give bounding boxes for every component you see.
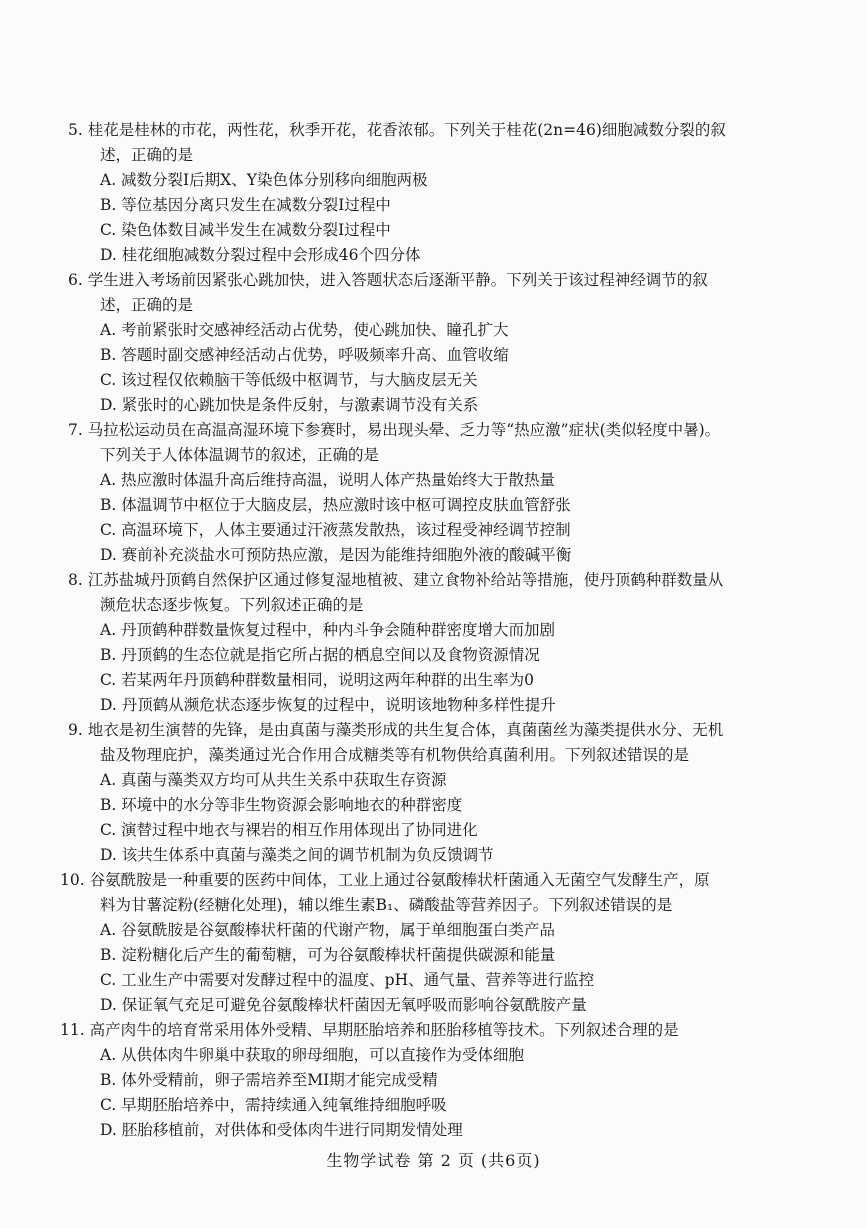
question-9-option-d: D. 该共生体系中真菌与藻类之间的调节机制为负反馈调节 [100,846,494,864]
question-6-option-d: D. 紧张时的心跳加快是条件反射，与激素调节没有关系 [100,396,479,414]
question-8-stem-line-2: 濒危状态逐步恢复。下列叙述正确的是 [100,596,364,614]
question-9-option-c: C. 演替过程中地衣与裸岩的相互作用体现出了协同进化 [100,821,478,839]
question-6-option-a: A. 考前紧张时交感神经活动占优势，使心跳加快、瞳孔扩大 [100,321,509,339]
question-7-option-b: B. 体温调节中枢位于大脑皮层，热应激时该中枢可调控皮肤血管舒张 [100,496,571,514]
question-5-option-d: D. 桂花细胞减数分裂过程中会形成46个四分体 [100,246,421,264]
question-7-option-a: A. 热应激时体温升高后维持高温，说明人体产热量始终大于散热量 [100,471,556,489]
question-6-stem-line-2: 述，正确的是 [100,296,194,314]
question-11-option-c: C. 早期胚胎培养中，需持续通入纯氧维持细胞呼吸 [100,1096,447,1114]
question-10-option-b: B. 淀粉糖化后产生的葡萄糖，可为谷氨酸棒状杆菌提供碳源和能量 [100,946,556,964]
question-5-option-a: A. 减数分裂Ⅰ后期X、Y染色体分别移向细胞两极 [100,171,428,189]
question-9-option-b: B. 环境中的水分等非生物资源会影响地衣的种群密度 [100,796,463,814]
question-9-stem-line-1: 9. 地衣是初生演替的先锋，是由真菌与藻类形成的共生复合体，真菌菌丝为藻类提供水分、无机 [68,721,724,739]
question-11-option-d: D. 胚胎移植前，对供体和受体肉牛进行同期发情处理 [100,1121,463,1139]
question-7-option-c: C. 高温环境下，人体主要通过汗液蒸发散热，该过程受神经调节控制 [100,521,571,539]
question-8-option-a: A. 丹顶鹤种群数量恢复过程中，种内斗争会随种群密度增大而加剧 [100,621,556,639]
question-6-option-b: B. 答题时副交感神经活动占优势，呼吸频率升高、血管收缩 [100,346,509,364]
question-5-option-b: B. 等位基因分离只发生在减数分裂Ⅰ过程中 [100,196,391,214]
question-8-option-b: B. 丹顶鹤的生态位就是指它所占据的栖息空间以及食物资源情况 [100,646,540,664]
question-5-option-c: C. 染色体数目减半发生在减数分裂Ⅰ过程中 [100,221,391,239]
question-8-stem-line-1: 8. 江苏盐城丹顶鹤自然保护区通过修复湿地植被、建立食物补给站等措施，使丹顶鹤种群数量从 [68,571,724,589]
question-5-stem-line-2: 述，正确的是 [100,146,194,164]
question-8-option-d: D. 丹顶鹤从濒危状态逐步恢复的过程中，说明该地物种多样性提升 [100,696,556,714]
question-11-stem-line-1: 11. 高产肉牛的培育常采用体外受精、早期胚胎培养和胚胎移植等技术。下列叙述合理的是 [60,1021,679,1039]
question-6-stem-line-1: 6. 学生进入考场前因紧张心跳加快，进入答题状态后逐渐平静。下列关于该过程神经调节的叙 [68,271,708,289]
question-10-option-d: D. 保证氧气充足可避免谷氨酸棒状杆菌因无氧呼吸而影响谷氨酰胺产量 [100,996,587,1014]
question-10-option-c: C. 工业生产中需要对发酵过程中的温度、pH、通气量、营养等进行监控 [100,971,595,989]
question-6-option-c: C. 该过程仅依赖脑干等低级中枢调节，与大脑皮层无关 [100,371,478,389]
question-11-option-a: A. 从供体肉牛卵巢中获取的卵母细胞，可以直接作为受体细胞 [100,1046,525,1064]
question-9-option-a: A. 真菌与藻类双方均可从共生关系中获取生存资源 [100,771,447,789]
question-11-option-b: B. 体外受精前，卵子需培养至MⅠ期才能完成受精 [100,1071,438,1089]
question-10-stem-line-1: 10. 谷氨酰胺是一种重要的医药中间体，工业上通过谷氨酸棒状杆菌通入无菌空气发酵生产，原 [60,871,710,889]
page-footer: 生物学试卷 第 2 页 (共6页) [326,1151,541,1170]
question-8-option-c: C. 若某两年丹顶鹤种群数量相同，说明这两年种群的出生率为0 [100,671,535,689]
question-7-option-d: D. 赛前补充淡盐水可预防热应激，是因为能维持细胞外液的酸碱平衡 [100,546,572,564]
question-7-stem-line-2: 下列关于人体体温调节的叙述，正确的是 [100,446,380,464]
question-10-stem-line-2: 料为甘薯淀粉(经糖化处理)，辅以维生素B₁、磷酸盐等营养因子。下列叙述错误的是 [100,896,673,914]
question-7-stem-line-1: 7. 马拉松运动员在高温高湿环境下参赛时，易出现头晕、乏力等“热应激”症状(类似轻度中暑)。 [68,421,721,439]
question-10-option-a: A. 谷氨酰胺是谷氨酸棒状杆菌的代谢产物，属于单细胞蛋白类产品 [100,921,556,939]
question-5-stem-line-1: 5. 桂花是桂林的市花，两性花，秋季开花，花香浓郁。下列关于桂花(2n=46)细胞减数分裂的叙 [68,121,726,139]
question-9-stem-line-2: 盐及物理庇护，藻类通过光合作用合成糖类等有机物供给真菌利用。下列叙述错误的是 [100,746,690,764]
